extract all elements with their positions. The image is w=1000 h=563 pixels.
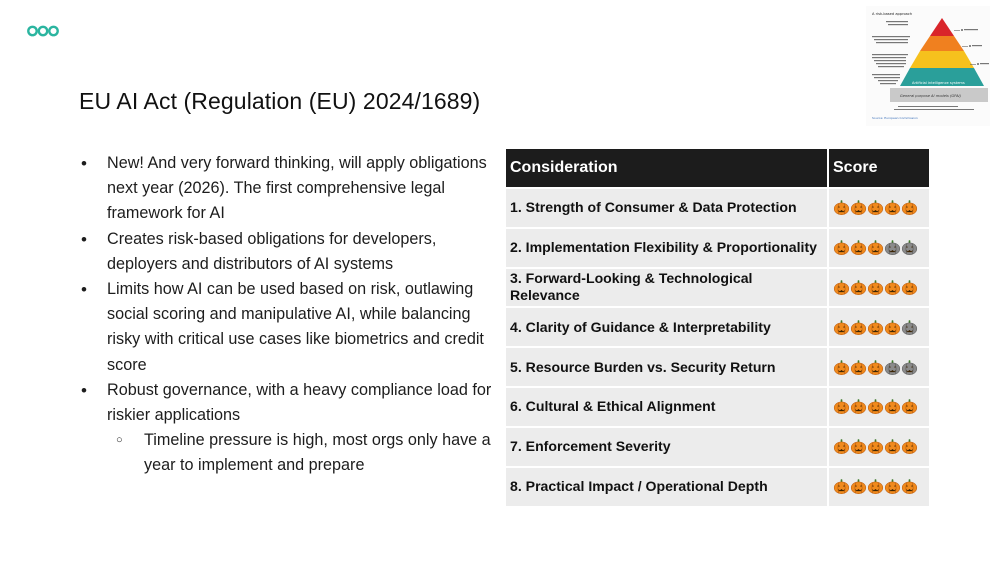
score-cell <box>828 427 930 467</box>
pumpkin-filled-icon <box>850 359 867 376</box>
pumpkin-filled-icon <box>867 359 884 376</box>
pyramid-bottom-label: General purpose AI models (GPAI) <box>900 94 962 98</box>
slide-title: EU AI Act (Regulation (EU) 2024/1689) <box>79 88 481 114</box>
pumpkin-filled-icon <box>850 478 867 495</box>
table-row <box>506 427 930 467</box>
consideration-cell: 8. Practical Impact / Operational Depth <box>506 467 828 507</box>
pumpkin-rating <box>833 359 925 376</box>
pumpkin-filled-icon <box>901 199 918 216</box>
pumpkin-filled-icon <box>884 279 901 296</box>
consideration-cell: 3. Forward-Looking & Technological Relevance <box>506 268 828 308</box>
pumpkin-filled-icon <box>867 239 884 256</box>
pumpkin-filled-icon <box>850 319 867 336</box>
pumpkin-filled-icon <box>901 279 918 296</box>
pumpkin-filled-icon <box>833 239 850 256</box>
pumpkin-rating <box>833 199 925 216</box>
table-row <box>506 347 930 387</box>
pumpkin-filled-icon <box>884 478 901 495</box>
table-row <box>506 307 930 347</box>
table-row <box>506 188 930 228</box>
sub-bullet-item: ○ Timeline pressure is high, most orgs only have a year to implement and prepare <box>79 428 499 478</box>
pumpkin-empty-icon <box>901 319 918 336</box>
score-cell <box>828 387 930 427</box>
pumpkin-filled-icon <box>901 438 918 455</box>
pumpkin-filled-icon <box>850 199 867 216</box>
header-score: Score <box>828 149 930 188</box>
pumpkin-rating <box>833 279 925 296</box>
table-row <box>506 268 930 308</box>
three-linked-rings-logo-icon <box>27 24 59 38</box>
pumpkin-rating <box>833 398 925 415</box>
pumpkin-filled-icon <box>884 199 901 216</box>
pumpkin-filled-icon <box>884 438 901 455</box>
bullet-item: • Limits how AI can be used based on risk, outlawing social scoring and manipulative AI, while balancing risky with critical use cases like biometrics and credit score <box>79 277 499 378</box>
score-cell <box>828 268 930 308</box>
score-cell <box>828 347 930 387</box>
pumpkin-empty-icon <box>884 239 901 256</box>
score-table <box>506 149 931 506</box>
bullet-item: • Robust governance, with a heavy compliance load for riskier applications <box>79 378 499 428</box>
bullet-item: • New! And very forward thinking, will apply obligations next year (2026). The first comprehensive legal framework for AI <box>79 151 499 227</box>
pumpkin-filled-icon <box>833 279 850 296</box>
pumpkin-filled-icon <box>833 478 850 495</box>
pumpkin-filled-icon <box>867 279 884 296</box>
pumpkin-filled-icon <box>867 478 884 495</box>
header-consideration: Consideration <box>506 149 828 188</box>
score-cell <box>828 307 930 347</box>
pumpkin-filled-icon <box>901 478 918 495</box>
consideration-cell: 7. Enforcement Severity <box>506 427 828 467</box>
consideration-cell: 6. Cultural & Ethical Alignment <box>506 387 828 427</box>
table-row <box>506 228 930 268</box>
pyramid-source-link: Source: European Commission <box>872 116 918 120</box>
pumpkin-rating <box>833 319 925 336</box>
pumpkin-filled-icon <box>833 359 850 376</box>
pumpkin-filled-icon <box>833 319 850 336</box>
table-row <box>506 387 930 427</box>
score-cell <box>828 188 930 228</box>
pumpkin-empty-icon <box>901 239 918 256</box>
pumpkin-filled-icon <box>850 279 867 296</box>
table-row <box>506 467 930 507</box>
pumpkin-empty-icon <box>901 359 918 376</box>
pumpkin-filled-icon <box>901 398 918 415</box>
pumpkin-filled-icon <box>850 438 867 455</box>
pumpkin-filled-icon <box>867 319 884 336</box>
consideration-cell: 2. Implementation Flexibility & Proportionality <box>506 228 828 268</box>
consideration-cell: 4. Clarity of Guidance & Interpretability <box>506 307 828 347</box>
pumpkin-rating <box>833 478 925 495</box>
bullet-item: • Creates risk-based obligations for developers, deployers and distributors of AI systems <box>79 227 499 277</box>
pyramid-heading: A risk-based approach <box>872 12 913 16</box>
pumpkin-filled-icon <box>884 319 901 336</box>
bullet-list <box>79 151 499 479</box>
pumpkin-rating <box>833 239 925 256</box>
pumpkin-empty-icon <box>884 359 901 376</box>
pumpkin-filled-icon <box>850 398 867 415</box>
score-cell <box>828 467 930 507</box>
consideration-cell: 1. Strength of Consumer & Data Protection <box>506 188 828 228</box>
pumpkin-rating <box>833 438 925 455</box>
pyramid-band-label: Artificial intelligence systems <box>912 81 965 85</box>
risk-pyramid-image <box>866 6 990 126</box>
pumpkin-filled-icon <box>833 199 850 216</box>
pumpkin-filled-icon <box>867 398 884 415</box>
pumpkin-filled-icon <box>867 438 884 455</box>
table-header-row <box>506 149 930 188</box>
pumpkin-filled-icon <box>850 239 867 256</box>
pumpkin-filled-icon <box>833 438 850 455</box>
score-cell <box>828 228 930 268</box>
pumpkin-filled-icon <box>884 398 901 415</box>
pumpkin-filled-icon <box>833 398 850 415</box>
consideration-cell: 5. Resource Burden vs. Security Return <box>506 347 828 387</box>
pumpkin-filled-icon <box>867 199 884 216</box>
